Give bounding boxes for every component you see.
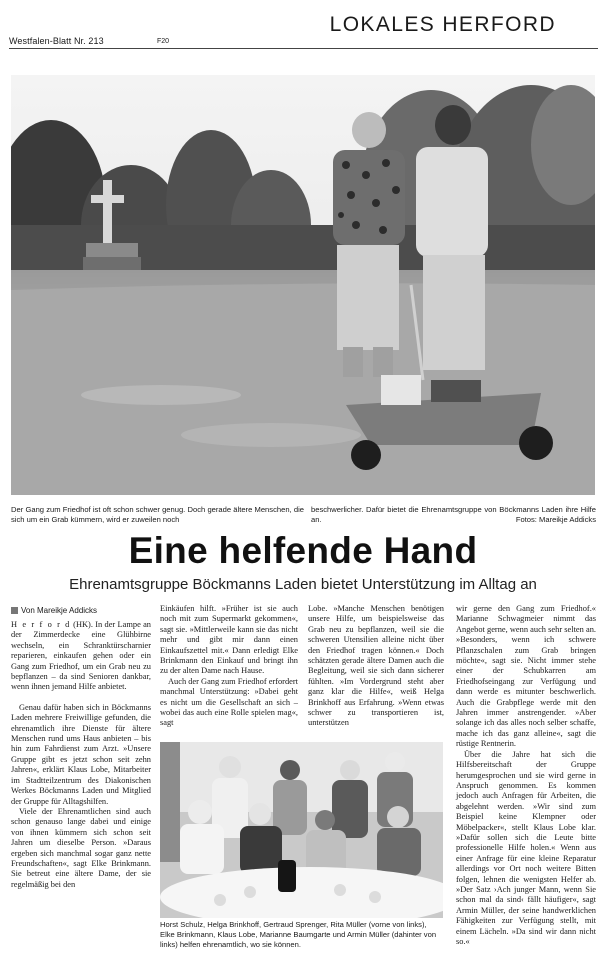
publication-name: Westfalen-Blatt Nr. 213: [9, 36, 104, 46]
paragraph: Viele der Ehrenamtlichen sind auch schon genauso lange dabei und einige von ihnen kümmern sich schon seit Jahren um dieselbe Person. »Daraus ergeben sich manchmal sogar ganz nette Freundschaften«, sagt Elke Brinkmann. Sie betreut eine ältere Dame, der sie regelmäßig bei den: [11, 806, 151, 889]
article-column-1: [11, 620, 151, 890]
page-code: F20: [157, 38, 170, 45]
article-column-3: [308, 604, 444, 729]
main-photo-caption-right: beschwerlicher. Dafür bietet die Ehrenamtsgruppe von Böckmanns Laden ihre Hilfe an.: [311, 505, 596, 524]
paragraph: Genau dafür haben sich in Böckmanns Laden mehrere Freiwillige gefunden, die ehrenamtlich ihre Dienste für ältere Menschen rund ums Haus anbieten – bis hin zum Fahrdienst zum Arzt. »Unsere Gruppe gibt es jetzt schon seit zehn Jahren«, erklärt Klaus Lobe, Mitarbeiter im Stadtteilzentrum des Diakonischen Werkes Böckmanns Laden und Mitglied der Gruppe für Alltagshilfen.: [11, 702, 151, 806]
paragraph: Lobe. »Manche Menschen benötigen unsere Hilfe, um beispielsweise das Grab neu zu bepflanzen, weil sie die schweren Utensilien alleine nicht über den Friedhof tragen können.« Doch schätzten gerade ältere Damen auch die Begleitung, weil sie sich dann sicherer fühlten. »Im Vordergrund steht aber ganz klar die Hilfe«, weiß Helga Brinkhoff aus Erfahrung. »Wenn etwas schwer zu transportieren ist, unterstützen: [308, 604, 444, 728]
byline: [11, 606, 97, 615]
section-title: LOKALES HERFORD: [329, 13, 556, 36]
article-column-2: [160, 604, 298, 729]
cemetery-photo-drawing: [11, 75, 595, 495]
group-photo-drawing: [160, 742, 443, 918]
paragraph: Einkäufen hilft. »Früher ist sie auch noch mit zum Supermarkt gekommen«, sagt sie. »Mittlerweile kann sie das nicht mehr und gibt mir dann einen Einkaufszettel mit.« Dann erledigt Elke Brinkmann den Einkauf und bringt ihn zu der alten Dame nach Hause.: [160, 604, 298, 676]
article-column-4: [456, 604, 596, 947]
header-rule: [9, 48, 598, 49]
main-photo-cemetery: [11, 75, 595, 495]
paragraph: Über die Jahre hat sich die Hilfsbereitschaft der Gruppe herumgesprochen und sie wird gerne in Anspruch genommen. Es kommen jedoch auch Anfragen für Arbeiten, die abgelehnt werden. »Wir sind zum Beispiel keine Klempner oder Möbelpacker«, stellt Klaus Lobe klar. »Dafür sollen sich die Leute bitte professionelle Hilfe holen.« Wenn aus einer Anfrage für eine kleine Reparatur allerdings vor Ort noch weitere Bitten folgen, lehnen die wenigsten Helfer ab. »Der Satz ›Ach junger Mann, wenn Sie schon mal da sind‹ fällt häufiger«, sagt Armin Müller, der seine handwerklichen Fähigkeiten zur Verfügung stellt, mit einem Lächeln. »Da sind wir dann nicht so.«: [456, 749, 596, 946]
group-photo-volunteers: [160, 742, 443, 918]
group-photo-caption: Horst Schulz, Helga Brinkhoff, Gertraud Sprenger, Rita Müller (vorne von links), Elke Brinkmann, Klaus Lobe, Marianne Baumgarte und Armin Müller (dahinter von links) helfen ehrenamtlich, wo sie können.: [160, 920, 437, 949]
article-subheadline: Ehrenamtsgruppe Böckmanns Laden bietet Unterstützung im Alltag an: [69, 576, 537, 593]
intro-paragraph: [11, 620, 151, 693]
byline-square-icon: [11, 607, 18, 614]
intro-text: (HK). In der Lampe an der Zimmerdecke eine Glühbirne wechseln, ein Schranktürscharnier reparieren, einkaufen gehen oder ein Gang zum Friedhof, um ein Grab neu zu bepflanzen – da sind Senioren dankbar, wenn ihnen jemand Hilfe anbietet.: [11, 620, 151, 692]
paragraph: wir gerne den Gang zum Friedhof.« Marianne Schwagmeier nimmt das Angebot gerne, wenn auch sehr selten an. »Besonders, wenn ich schwere Pflanzschalen zum Grab bringen möchte«, sagt sie. Nicht immer stehe einer der Schubkarren am Friedhofseingang zur Verfügung und dann werde es mitunter beschwerlich. Auch die Grabpflege werde mit den Jahren immer anstrengender. »Aber solange ich das alles noch selber schaffe, mache ich das ganz alleine«, sagt die rüstige Rentnerin.: [456, 604, 596, 749]
dateline: H e r f o r d: [11, 620, 71, 629]
main-photo-caption-left: Der Gang zum Friedhof ist oft schon schwer genug. Doch gerade ältere Menschen, die sich um ein Grab kümmern, wird er zuweilen noch: [11, 505, 304, 524]
byline-text: Von Mareikje Addicks: [21, 606, 98, 615]
article-headline: Eine helfende Hand: [128, 530, 478, 571]
paragraph: Auch der Gang zum Friedhof erfordert manchmal Unterstützung: »Dabei geht es nicht um die Gesellschaft an sich – wobei das auch eine Rolle spielen mag«, sagt: [160, 676, 298, 728]
photo-credit: Fotos: Mareikje Addicks: [515, 515, 596, 524]
